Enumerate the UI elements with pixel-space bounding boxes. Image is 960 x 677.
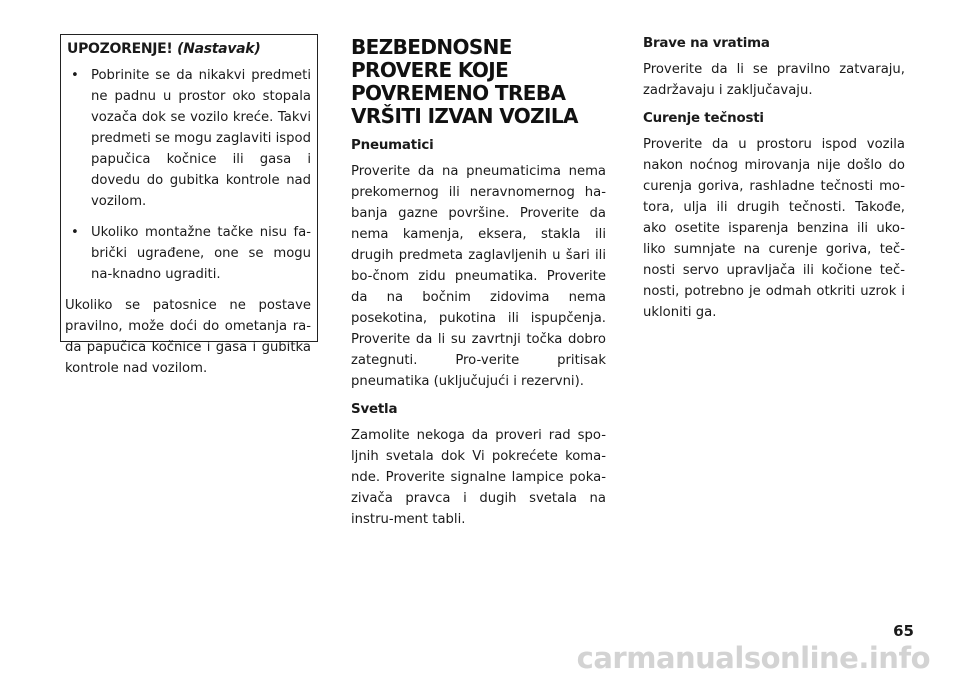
column-right (643, 36, 905, 333)
warning-paragraph: Ukoliko se patosnice ne postave pravilno, može doći do ometanja ra-da papučica kočnice i gasa i gubitka kontrole nad vozilom. (65, 298, 311, 376)
column-middle (351, 36, 606, 540)
warning-box (60, 34, 318, 376)
warning-title-main: UPOZORENJE! (67, 41, 173, 57)
lights-heading: Svetla (351, 402, 398, 417)
bullet-dot-icon: • (71, 225, 79, 240)
bullet-dot-icon: • (71, 68, 79, 83)
warning-title (67, 41, 317, 57)
door-locks-text: Proverite da li se pravilno zatvaraju, zadržavaju i zaključavaju. (643, 62, 905, 98)
warning-bullet (65, 65, 317, 212)
warning-bullet (65, 222, 317, 285)
tires-heading: Pneumatici (351, 138, 434, 153)
section-heading: BEZBEDNOSNE PROVERE KOJE POVREMENO TREBA VRŠITI IZVAN VOZILA (351, 35, 578, 128)
fluid-leaks-heading: Curenje tečnosti (643, 111, 764, 126)
door-locks-heading: Brave na vratima (643, 36, 770, 51)
warning-bullet-text: Ukoliko montažne tačke nisu fa-brički ugrađene, one se mogu na-knadno ugraditi. (91, 225, 311, 282)
tires-text: Proverite da na pneumaticima nema prekomernog ili neravnomernog ha-banja gazne površine. Proverite da nema kamenja, eksera, stakla ili drugih predmeta zaglavljenih u šari ili bo-čnom zidu pneumatika. Proverite da na bočnim zidovima nema posekotina, pukotina ili ispupčenja. Proverite da li su zavrtnji točka dobro zategnuti. Pro-verite pritisak pneumatika (uključujući i rezervni). (351, 164, 606, 389)
warning-bullet-text: Pobrinite se da nikakvi predmeti ne padnu u prostor oko stopala vozača dok se vozilo kreće. Takvi predmeti se mogu zaglaviti ispod papučica kočnice ili gasa i dovedu do gubitka kontrole nad vozilom. (91, 68, 311, 209)
warning-title-continued: (Nastavak) (177, 41, 261, 57)
page-number: 65 (893, 622, 914, 640)
watermark: carmanualsonline.info (576, 641, 930, 675)
lights-text: Zamolite nekoga da proveri rad spo-ljnih svetala dok Vi pokrećete koma-nde. Proverite signalne lampice poka-zivača pravca i dugih svetala na instru-ment tabli. (351, 428, 606, 527)
fluid-leaks-text: Proverite da u prostoru ispod vozila nakon noćnog mirovanja nije došlo do curenja goriva, rashladne tečnosti mo-tora, ulja ili drugih tečnosti. Takođe, ako osetite isparenja benzina ili uko-liko sumnjate na curenje goriva, teč-nosti servo upravljača ili kočione teč-nosti, potrebno je odmah otkriti uzrok i ukloniti ga. (643, 137, 905, 320)
